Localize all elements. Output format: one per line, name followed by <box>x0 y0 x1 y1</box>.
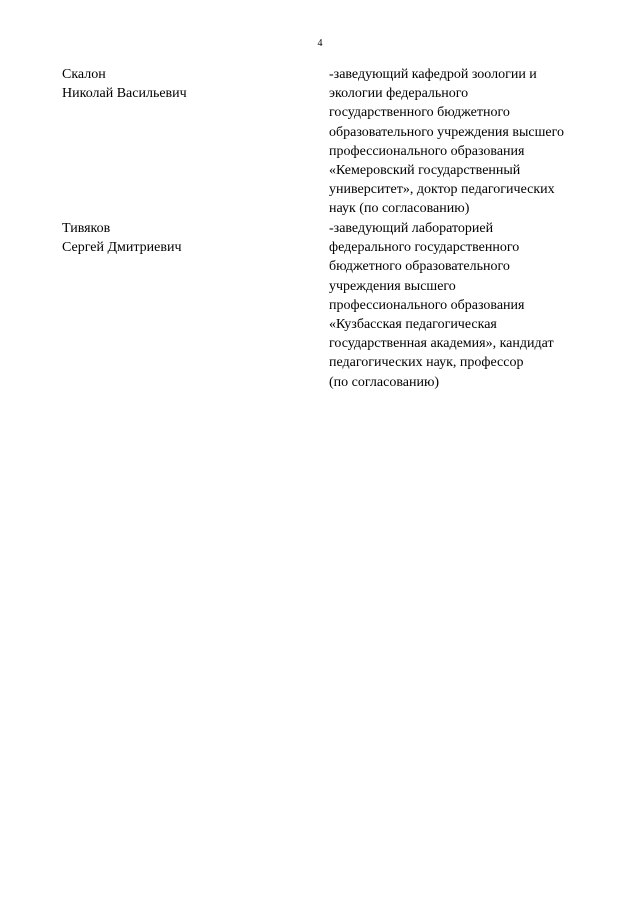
role-line: профессионального образования <box>329 143 525 159</box>
role-line: педагогических наук, профессор <box>329 355 524 371</box>
member-given-names: Николай Васильевич <box>62 86 187 102</box>
role-line: экологии федерального <box>329 86 469 102</box>
page-number: 4 <box>317 38 323 49</box>
role-line: учреждения высшего <box>329 278 456 294</box>
role-line: государственная академия», кандидат <box>329 336 554 352</box>
member-name <box>62 65 302 103</box>
member-surname: Скалон <box>62 67 106 82</box>
role-line: «Кузбасская педагогическая <box>329 317 497 333</box>
role-line: образовательного учреждения высшего <box>329 124 564 140</box>
member-given-names: Сергей Дмитриевич <box>62 240 182 256</box>
role-line: -заведующий лабораторией <box>329 221 494 236</box>
role-line: государственного бюджетного <box>329 105 510 121</box>
role-line: бюджетного образовательного <box>329 259 510 275</box>
role-line: (по согласованию) <box>329 374 440 390</box>
member-surname: Тивяков <box>62 221 111 236</box>
role-line: наук (по согласованию) <box>329 201 470 217</box>
role-line: федерального государственного <box>329 240 520 256</box>
role-line: «Кемеровский государственный <box>329 163 521 179</box>
member-name <box>62 219 302 257</box>
role-line: профессионального образования <box>329 297 525 313</box>
role-line: университет», доктор педагогических <box>329 182 555 198</box>
member-role <box>329 65 629 219</box>
member-role <box>329 219 629 392</box>
role-line: -заведующий кафедрой зоологии и <box>329 67 537 82</box>
